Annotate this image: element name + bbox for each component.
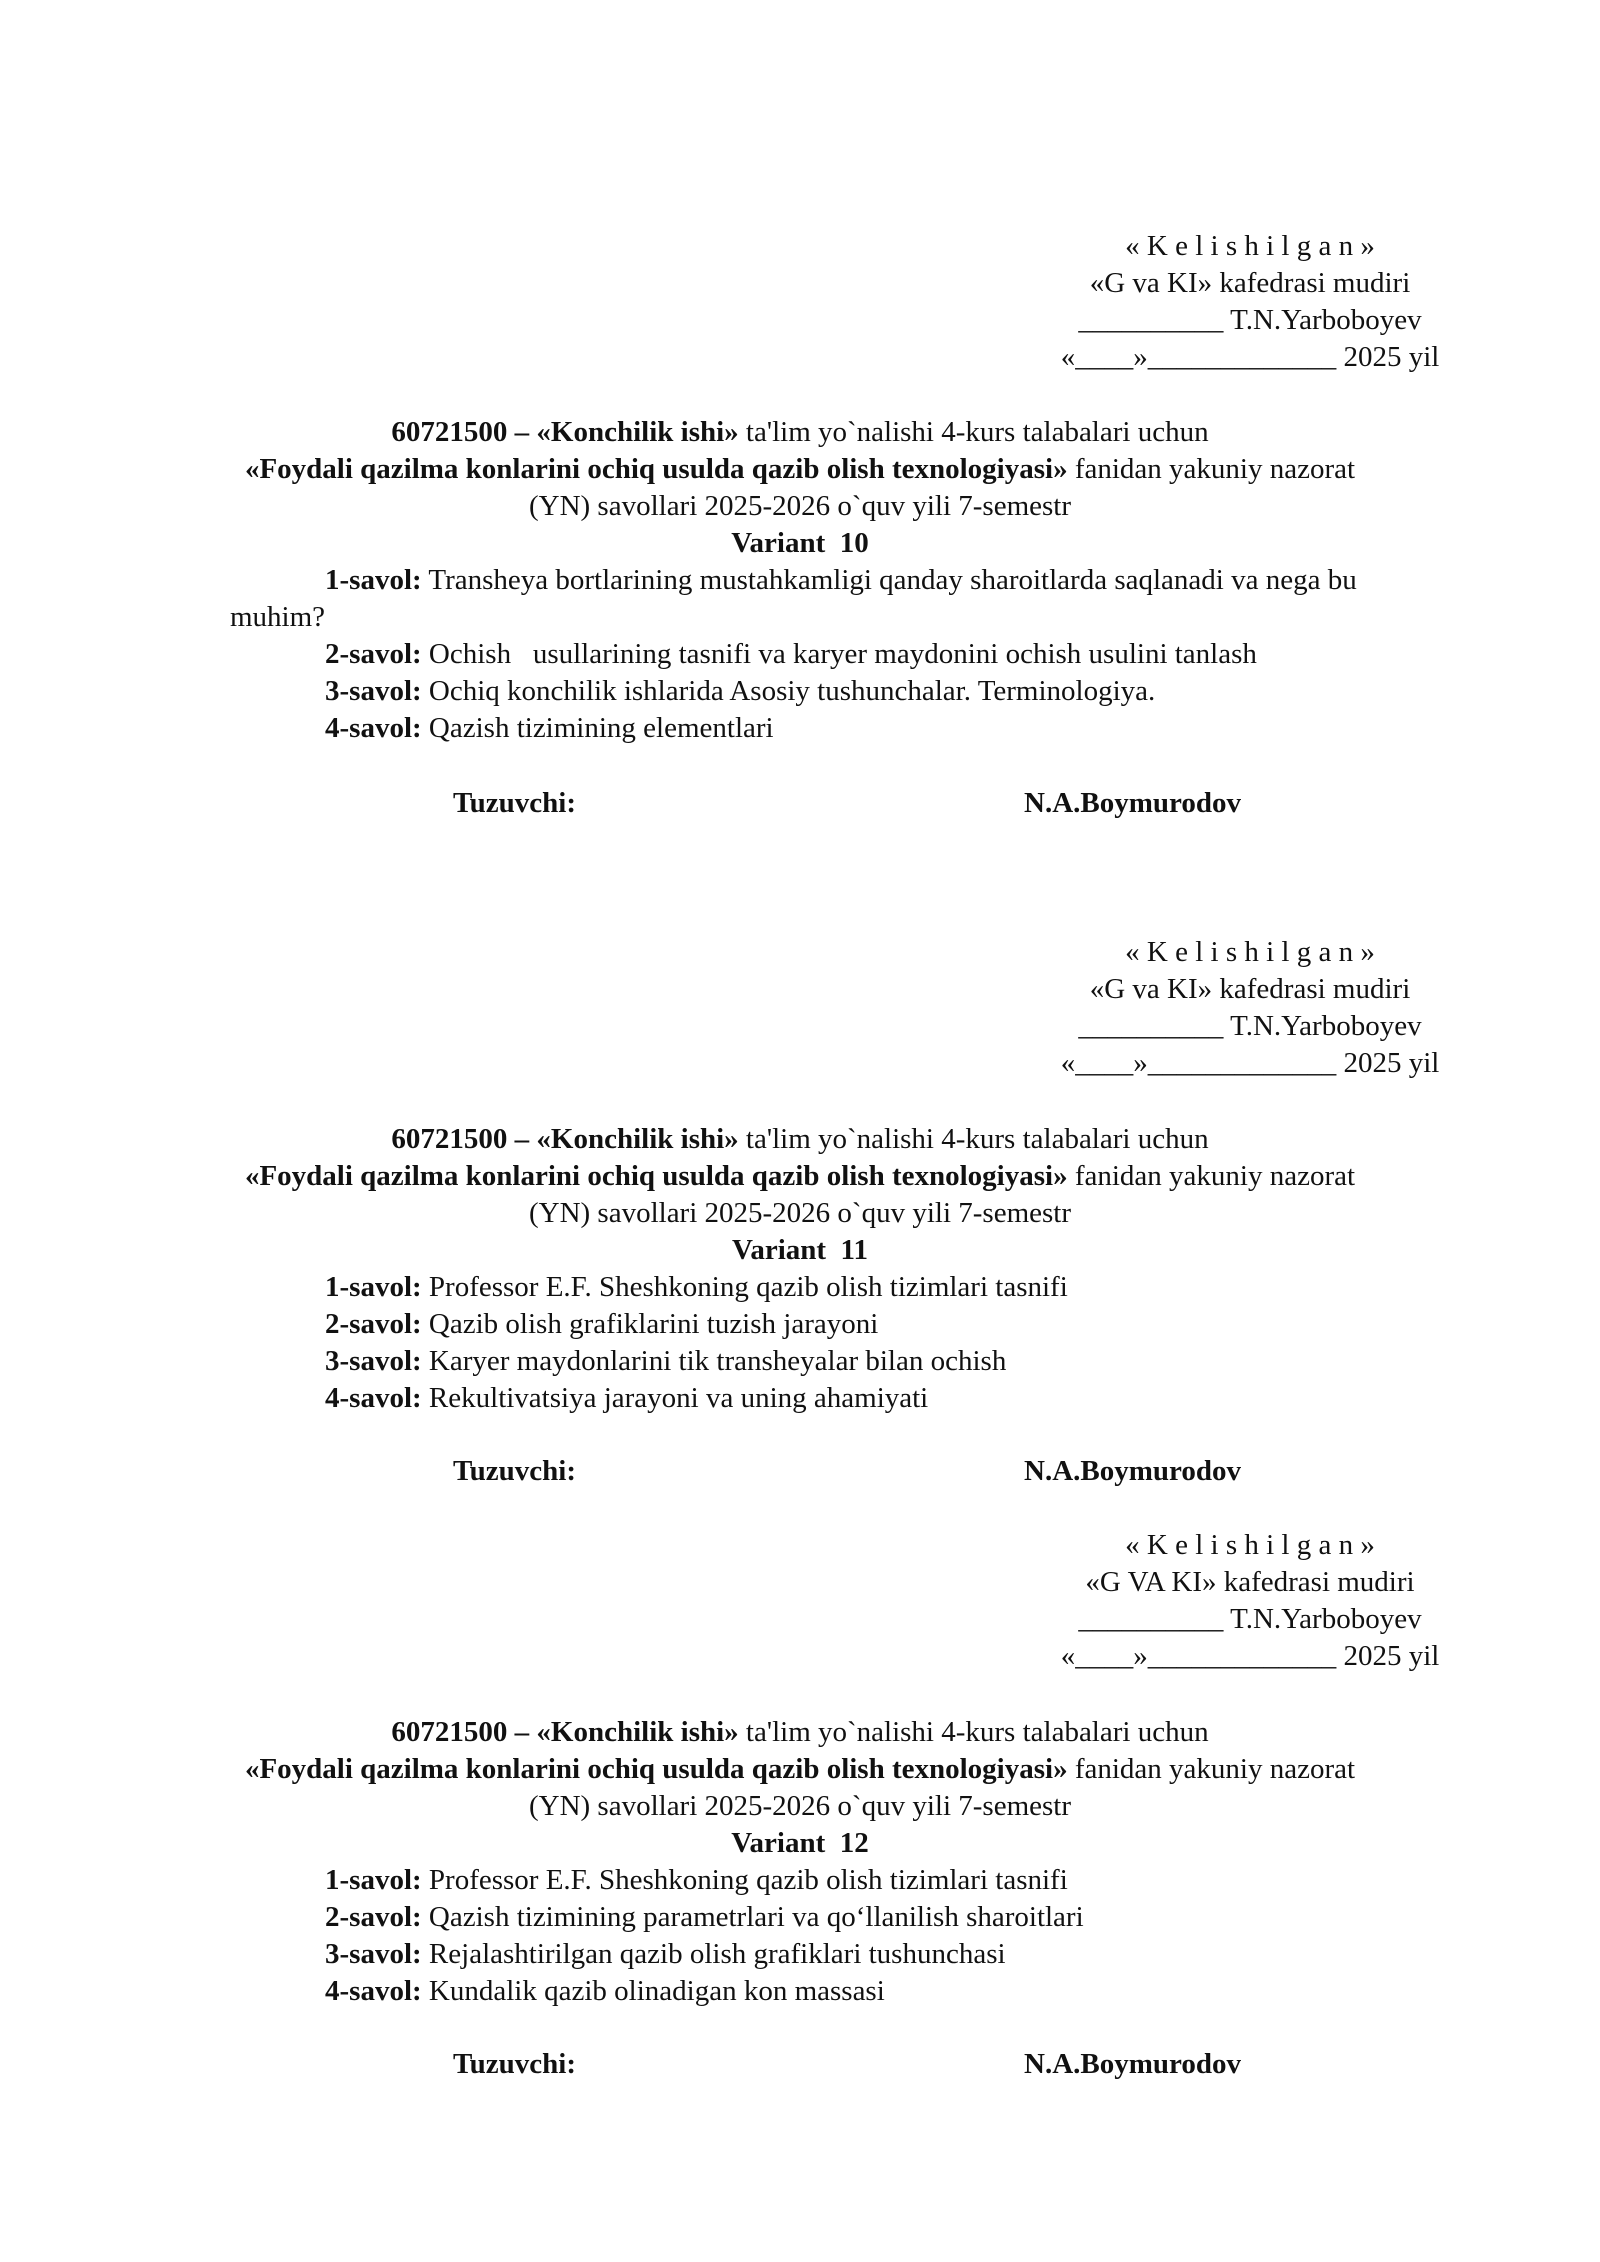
- approval-stamp: [1040, 1527, 1460, 1675]
- heading-line-2: [0, 1751, 1600, 1787]
- approval-title: « K e l i s h i l g a n »: [1125, 936, 1375, 968]
- compiler-name: N.A.Boymurodov: [1024, 787, 1241, 819]
- question-label: 2-savol:: [325, 638, 422, 670]
- question-text: Ochish usullarining tasnifi va karyer maydonini ochish usulini tanlash: [421, 638, 1257, 670]
- question-text: Transheya bortlarining mustahkamligi qanday sharoitlarda saqlanadi va nega bu: [421, 564, 1357, 596]
- question-text: Karyer maydonlarini tik transheyalar bilan ochish: [421, 1345, 1007, 1377]
- approval-stamp: [1040, 934, 1460, 1082]
- program-code: 60721500 – «Konchilik ishi»: [391, 416, 739, 448]
- heading-line-3: (YN) savollari 2025-2026 o`quv yili 7-semestr: [528, 1790, 1072, 1822]
- question-text: Qazish tizimining elementlari: [421, 712, 774, 744]
- subject-description: fanidan yakuniy nazorat: [1067, 1753, 1356, 1785]
- question-text: Rekultivatsiya jarayoni va uning ahamiyati: [421, 1382, 929, 1414]
- question-label: 3-savol:: [325, 675, 422, 707]
- program-code: 60721500 – «Konchilik ishi»: [391, 1123, 739, 1155]
- approval-signer: __________ T.N.Yarboboyev: [1078, 1603, 1422, 1635]
- subject-description: fanidan yakuniy nazorat: [1067, 453, 1356, 485]
- question-2: [325, 1899, 1084, 1936]
- question-2: [325, 1306, 878, 1343]
- program-description: ta'lim yo`nalishi 4-kurs talabalari uchun: [738, 1716, 1209, 1748]
- heading-line-3: (YN) savollari 2025-2026 o`quv yili 7-semestr: [528, 490, 1072, 522]
- approval-department: «G va KI» kafedrasi mudiri: [1089, 973, 1411, 1005]
- question-label: 4-savol:: [325, 1975, 422, 2007]
- variant-title: Variant 12: [731, 1827, 869, 1859]
- compiler-label: Tuzuvchi:: [453, 1455, 577, 1487]
- subject-description: fanidan yakuniy nazorat: [1067, 1160, 1356, 1192]
- heading-line-3: (YN) savollari 2025-2026 o`quv yili 7-semestr: [528, 1197, 1072, 1229]
- question-1: [325, 1269, 1068, 1306]
- question-label: 4-savol:: [325, 712, 422, 744]
- heading-line-2: [0, 1158, 1600, 1194]
- question-label: 2-savol:: [325, 1901, 422, 1933]
- question-4: [325, 1973, 885, 2010]
- question-3: [325, 1343, 1006, 1380]
- program-code: 60721500 – «Konchilik ishi»: [391, 1716, 739, 1748]
- compiler-name: N.A.Boymurodov: [1024, 1455, 1241, 1487]
- question-label: 1-savol:: [325, 564, 422, 596]
- compiler-name: N.A.Boymurodov: [1024, 2048, 1241, 2080]
- heading-line-2: [0, 451, 1600, 487]
- question-label: 1-savol:: [325, 1864, 422, 1896]
- subject-title: «Foydali qazilma konlarini ochiq usulda qazib olish texnologiyasi»: [244, 453, 1068, 485]
- program-description: ta'lim yo`nalishi 4-kurs talabalari uchun: [738, 416, 1209, 448]
- question-text: Qazib olish grafiklarini tuzish jarayoni: [421, 1308, 879, 1340]
- question-text: Kundalik qazib olinadigan kon massasi: [421, 1975, 885, 2007]
- question-3: [325, 1936, 1006, 1973]
- question-label: 1-savol:: [325, 1271, 422, 1303]
- question-text: Ochiq konchilik ishlarida Asosiy tushunchalar. Terminologiya.: [421, 675, 1156, 707]
- approval-title: « K e l i s h i l g a n »: [1125, 230, 1375, 262]
- question-1: [325, 562, 1357, 599]
- question-label: 3-savol:: [325, 1938, 422, 1970]
- question-label: 2-savol:: [325, 1308, 422, 1340]
- question-1: [325, 1862, 1068, 1899]
- question-1-continuation: muhim?: [230, 601, 326, 633]
- heading-line-1: [0, 1714, 1600, 1750]
- subject-title: «Foydali qazilma konlarini ochiq usulda qazib olish texnologiyasi»: [244, 1160, 1068, 1192]
- compiler-label: Tuzuvchi:: [453, 2048, 577, 2080]
- approval-title: « K e l i s h i l g a n »: [1125, 1529, 1375, 1561]
- variant-title: Variant 10: [731, 527, 869, 559]
- approval-department: «G VA KI» kafedrasi mudiri: [1085, 1566, 1415, 1598]
- question-4: [325, 710, 774, 747]
- question-text: Professor E.F. Sheshkoning qazib olish tizimlari tasnifi: [421, 1864, 1068, 1896]
- question-label: 3-savol:: [325, 1345, 422, 1377]
- approval-stamp: [1040, 228, 1460, 376]
- question-text: Qazish tizimining parametrlari va qo‘llanilish sharoitlari: [421, 1901, 1084, 1933]
- approval-department: «G va KI» kafedrasi mudiri: [1089, 267, 1411, 299]
- variant-title: Variant 11: [732, 1234, 868, 1266]
- approval-signer: __________ T.N.Yarboboyev: [1078, 1010, 1422, 1042]
- approval-date: «____»_____________ 2025 yil: [1060, 1640, 1440, 1672]
- approval-date: «____»_____________ 2025 yil: [1060, 1047, 1440, 1079]
- question-text: Rejalashtirilgan qazib olish grafiklari tushunchasi: [421, 1938, 1006, 1970]
- question-2: [325, 636, 1257, 673]
- compiler-label: Tuzuvchi:: [453, 787, 577, 819]
- question-text: Professor E.F. Sheshkoning qazib olish tizimlari tasnifi: [421, 1271, 1068, 1303]
- heading-line-1: [0, 414, 1600, 450]
- approval-date: «____»_____________ 2025 yil: [1060, 341, 1440, 373]
- program-description: ta'lim yo`nalishi 4-kurs talabalari uchun: [738, 1123, 1209, 1155]
- approval-signer: __________ T.N.Yarboboyev: [1078, 304, 1422, 336]
- subject-title: «Foydali qazilma konlarini ochiq usulda qazib olish texnologiyasi»: [244, 1753, 1068, 1785]
- question-4: [325, 1380, 928, 1417]
- heading-line-1: [0, 1121, 1600, 1157]
- question-label: 4-savol:: [325, 1382, 422, 1414]
- question-3: [325, 673, 1155, 710]
